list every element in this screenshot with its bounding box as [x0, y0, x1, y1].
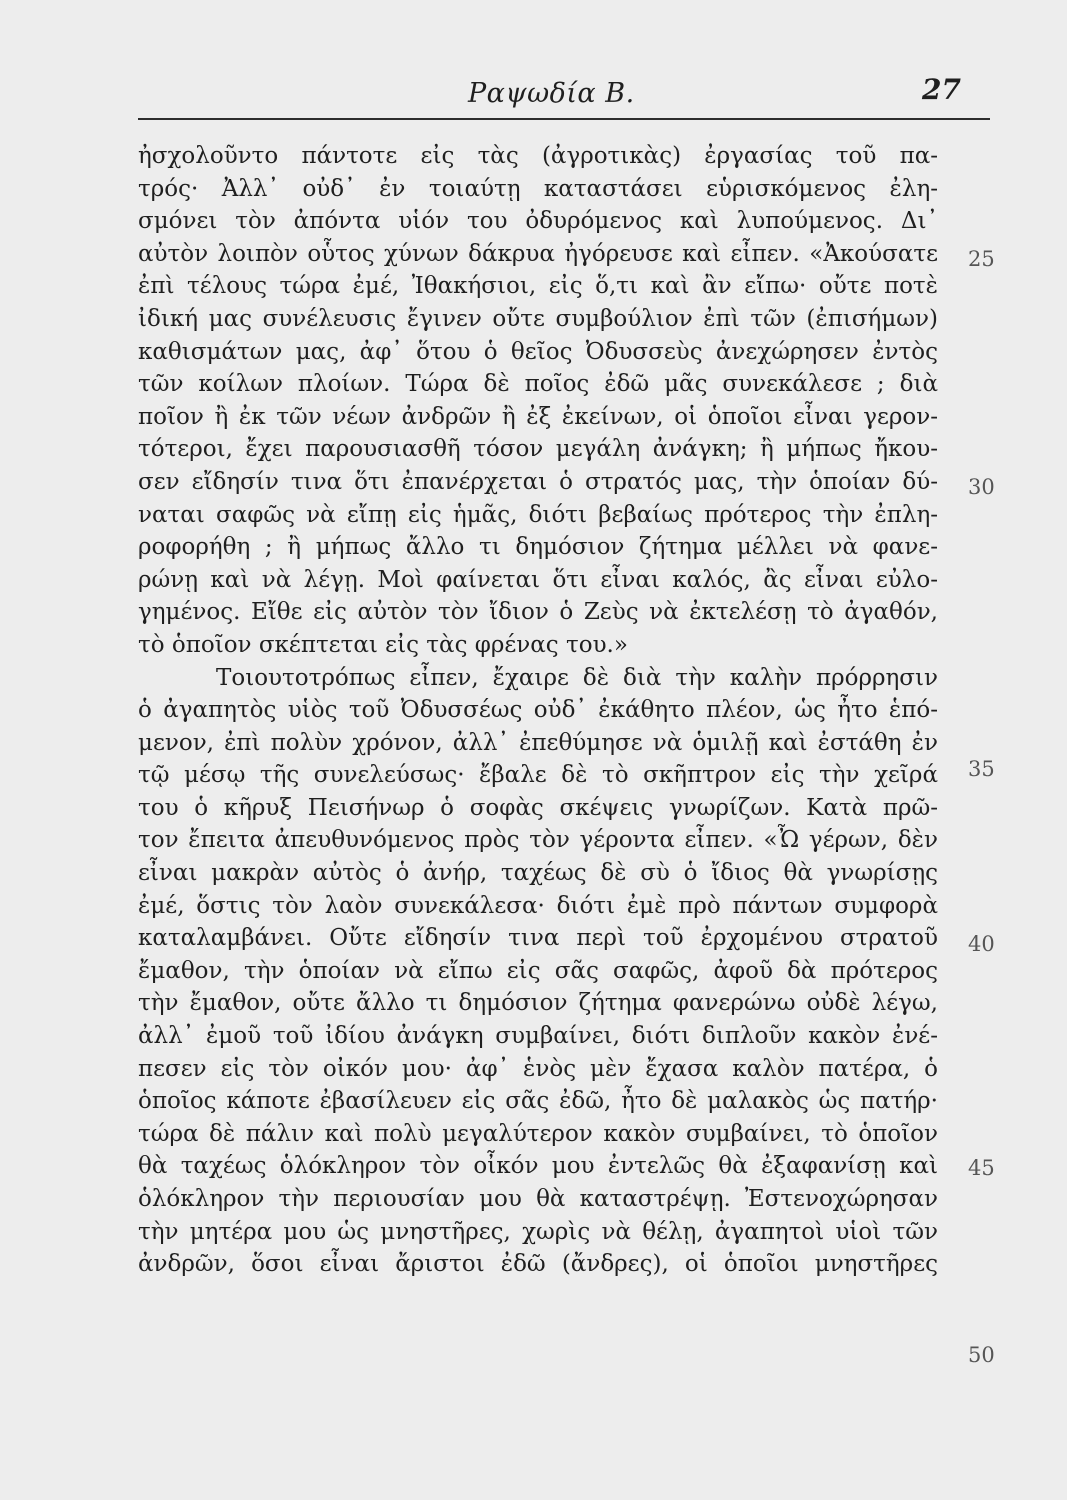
running-title: Ραψωδία Β.	[468, 78, 635, 109]
line-number: 40	[968, 932, 995, 956]
text-line: εἶναι μακρὰν αὐτὸς ὁ ἀνήρ, ταχέως δὲ σὺ ὁ ἴδιος θὰ γνωρίσῃς	[138, 860, 938, 887]
text-line: σεν εἴδησίν τινα ὅτι ἐπανέρχεται ὁ στρατός μας, τὴν ὁποίαν δύ-	[138, 468, 938, 495]
text-line: ὁ ἀγαπητὸς υἱὸς τοῦ Ὀδυσσέως οὐδ᾽ ἐκάθητο πλέον, ὡς ἦτο ἑπό-	[138, 697, 938, 724]
text-line: ἀνδρῶν, ὅσοι εἶναι ἄριστοι ἐδῶ (ἄνδρες), οἱ ὁποῖοι μνηστῆρες	[138, 1251, 938, 1278]
text-line: καταλαμβάνει. Οὔτε εἴδησίν τινα περὶ τοῦ ἐρχομένου στρατοῦ	[138, 925, 938, 952]
page-number: 27	[922, 73, 961, 106]
text-line: Τοιουτοτρόπως εἶπεν, ἔχαιρε δὲ διὰ τὴν καλὴν πρόρρησιν	[216, 664, 938, 691]
text-line: ὁλόκληρον τὴν περιουσίαν μου θὰ καταστρέψῃ. Ἐστενοχώρησαν	[138, 1186, 938, 1212]
text-line: σμόνει τὸν ἀπόντα υἱόν του ὀδυρόμενος καὶ λυπούμενος. Δι᾽	[138, 208, 938, 235]
text-line: τὴν ἔμαθον, οὔτε ἄλλο τι δημόσιον ζήτημα φανερώνω οὐδὲ λέγω,	[138, 990, 938, 1017]
text-line: τὸ ὁποῖον σκέπτεται εἰς τὰς φρένας του.»	[138, 631, 628, 658]
line-number: 45	[968, 1156, 995, 1180]
text-line: του ὁ κῆρυξ Πεισήνωρ ὁ σοφὰς σκέψεις γνωρίζων. Κατὰ πρῶ-	[138, 794, 938, 821]
text-line: γημένος. Εἴθε εἰς αὐτὸν τὸν ἴδιον ὁ Ζεὺς νὰ ἐκτελέσῃ τὸ ἀγαθόν,	[138, 599, 938, 626]
text-line: θὰ ταχέως ὁλόκληρον τὸν οἶκόν μου ἐντελῶς θὰ ἐξαφανίσῃ καὶ	[138, 1153, 938, 1180]
line-number: 35	[968, 757, 995, 781]
text-line: αὐτὸν λοιπὸν οὗτος χύνων δάκρυα ἠγόρευσε καὶ εἶπεν. «Ἀκούσατε	[138, 240, 938, 267]
header-rule	[138, 118, 990, 120]
line-number: 30	[968, 475, 995, 499]
text-line: ρώνῃ καὶ νὰ λέγῃ. Μοὶ φαίνεται ὅτι εἶναι καλός, ἂς εἶναι εὐλο-	[138, 566, 938, 593]
text-line: τρός· Ἀλλ᾽ οὐδ᾽ ἐν τοιαύτῃ καταστάσει εὑρισκόμενος ἐλη-	[138, 175, 938, 202]
text-line: ἐμέ, ὅστις τὸν λαὸν συνεκάλεσα· διότι ἐμὲ πρὸ πάντων συμφορὰ	[138, 892, 938, 919]
text-line: ἐπὶ τέλους τώρα ἐμέ, Ἰθακήσιοι, εἰς ὅ,τι καὶ ἂν εἴπω· οὔτε ποτὲ	[138, 273, 938, 300]
text-line: ποῖον ἢ ἐκ τῶν νέων ἀνδρῶν ἢ ἐξ ἐκείνων, οἱ ὁποῖοι εἶναι γερον-	[138, 403, 938, 430]
text-line: τον ἔπειτα ἀπευθυνόμενος πρὸς τὸν γέροντα εἶπεν. «Ὦ γέρων, δὲν	[138, 827, 938, 854]
text-line: πεσεν εἰς τὸν οἰκόν μου· ἀφ᾽ ἑνὸς μὲν ἔχασα καλὸν πατέρα, ὁ	[138, 1055, 938, 1082]
text-line: καθισμάτων μας, ἀφ᾽ ὅτου ὁ θεῖος Ὀδυσσεὺς ἀνεχώρησεν ἐντὸς	[138, 338, 938, 365]
text-line: ἀλλ᾽ ἐμοῦ τοῦ ἰδίου ἀνάγκη συμβαίνει, διότι διπλοῦν κακὸν ἐνέ-	[138, 1023, 938, 1050]
text-line: τῷ μέσῳ τῆς συνελεύσως· ἔβαλε δὲ τὸ σκῆπτρον εἰς τὴν χεῖρά	[138, 762, 938, 789]
text-line: ἠσχολοῦντο πάντοτε εἰς τὰς (ἀγροτικὰς) ἐργασίας τοῦ πα-	[138, 143, 938, 169]
text-line: ἰδική μας συνέλευσις ἔγινεν οὔτε συμβούλιον ἐπὶ τῶν (ἐπισήμων)	[138, 305, 938, 332]
text-line: ροφορήθη ; ἢ μήπως ἄλλο τι δημόσιον ζήτημα μέλλει νὰ φανε-	[138, 534, 938, 561]
text-line: ναται σαφῶς νὰ εἴπῃ εἰς ἡμᾶς, διότι βεβαίως πρότερος τὴν ἐπλη-	[138, 501, 938, 528]
text-line: τῶν κοίλων πλοίων. Τώρα δὲ ποῖος ἐδῶ μᾶς συνεκάλεσε ; διὰ	[138, 371, 938, 398]
text-line: ἔμαθον, τὴν ὁποίαν νὰ εἴπω εἰς σᾶς σαφῶς, ἀφοῦ δὰ πρότερος	[138, 957, 938, 984]
text-line: τώρα δὲ πάλιν καὶ πολὺ μεγαλύτερον κακὸν συμβαίνει, τὸ ὁποῖον	[138, 1120, 938, 1147]
body-text	[138, 140, 938, 1281]
line-number: 25	[968, 247, 995, 271]
text-line: τότεροι, ἔχει παρουσιασθῆ τόσον μεγάλη ἀνάγκη; ἢ μήπως ἤκου-	[138, 436, 938, 463]
text-line: ὁποῖος κάποτε ἐβασίλευεν εἰς σᾶς ἐδῶ, ἦτο δὲ μαλακὸς ὡς πατήρ·	[138, 1088, 938, 1115]
text-line: τὴν μητέρα μου ὡς μνηστῆρες, χωρὶς νὰ θέλῃ, ἀγαπητοὶ υἱοὶ τῶν	[138, 1218, 938, 1245]
line-number: 50	[968, 1343, 995, 1367]
text-line: μενον, ἐπὶ πολὺν χρόνον, ἀλλ᾽ ἐπεθύμησε νὰ ὁμιλῇ καὶ ἐστάθη ἐν	[138, 729, 938, 756]
